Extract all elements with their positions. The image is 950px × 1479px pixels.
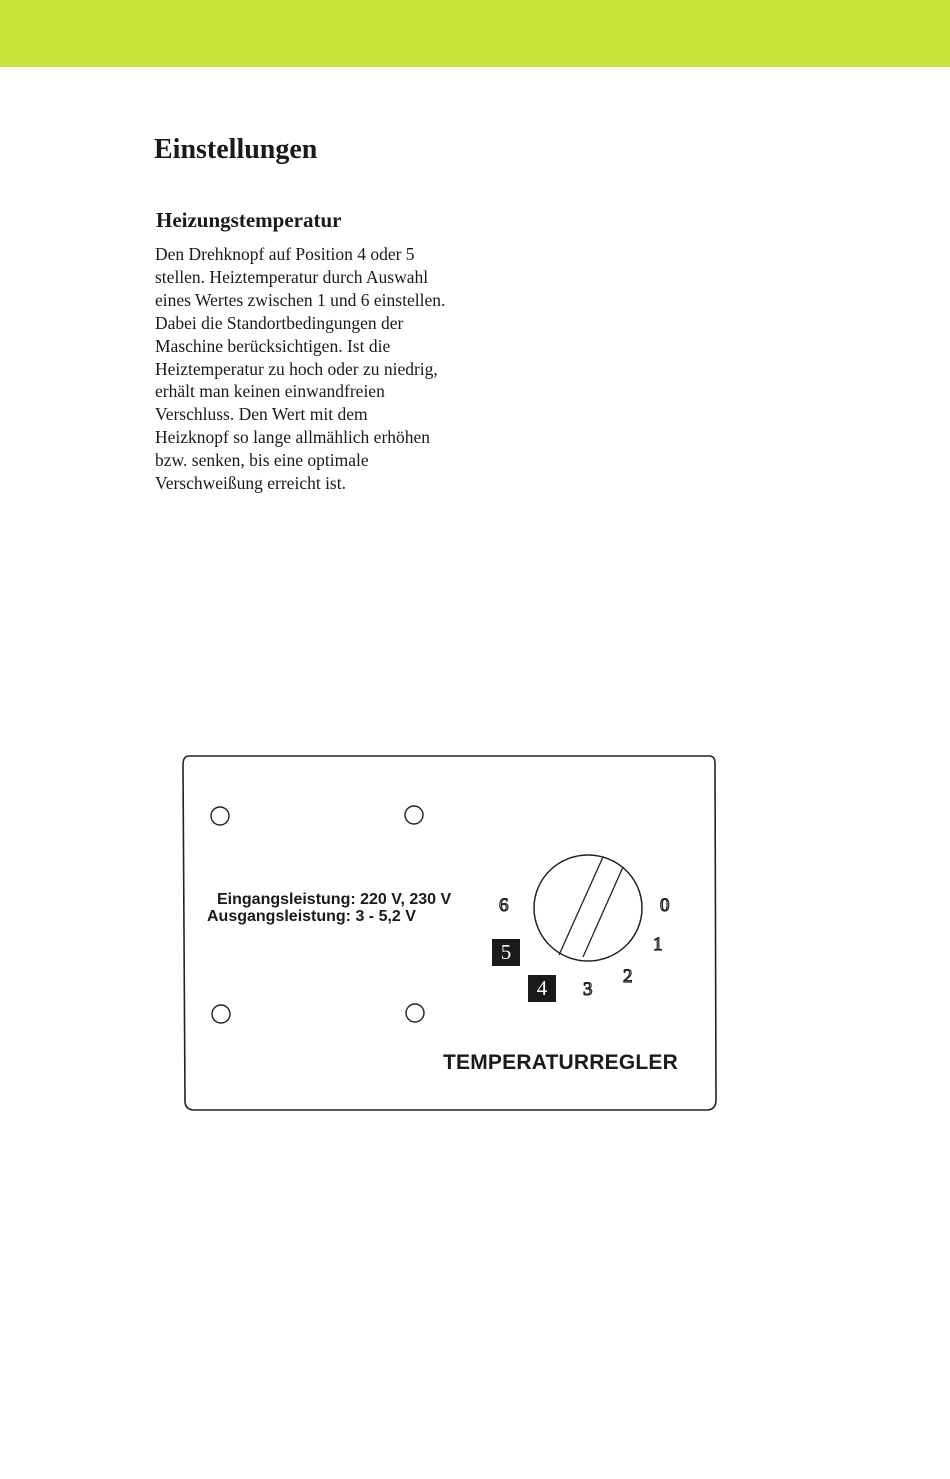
dial-position-6: 6 bbox=[499, 895, 509, 916]
dial-position-5-highlight: 5 bbox=[492, 939, 520, 966]
body-line: Verschweißung erreicht ist. bbox=[155, 473, 346, 494]
body-line: Heiztemperatur zu hoch oder zu niedrig, bbox=[155, 358, 438, 379]
body-line: stellen. Heiztemperatur durch Auswahl bbox=[155, 266, 429, 287]
body-line: Dabei die Standortbedingungen der bbox=[155, 312, 404, 333]
control-knob-icon bbox=[534, 855, 642, 961]
section-body bbox=[155, 243, 515, 495]
body-line: Maschine berücksichtigen. Ist die bbox=[155, 335, 391, 356]
body-line: erhält man keinen einwandfreien bbox=[155, 381, 385, 402]
page-title: Einstellungen bbox=[154, 134, 318, 165]
body-line: Den Drehknopf auf Position 4 oder 5 bbox=[155, 244, 415, 264]
mounting-hole-top-left bbox=[211, 807, 229, 825]
body-line: Verschluss. Den Wert mit dem bbox=[155, 404, 368, 425]
input-power-spec: Eingangsleistung: 220 V, 230 V bbox=[217, 891, 452, 908]
panel-label: TEMPERATURREGLER bbox=[443, 1051, 678, 1074]
dial-position-4-highlight: 4 bbox=[528, 975, 556, 1002]
mounting-hole-bottom-left bbox=[212, 1005, 230, 1023]
mounting-hole-top-right bbox=[405, 806, 423, 824]
temperature-controller-panel bbox=[181, 755, 717, 1111]
dial-position-2: 2 bbox=[623, 966, 633, 987]
body-line: eines Wertes zwischen 1 und 6 einstellen. bbox=[155, 289, 446, 310]
mounting-hole-bottom-right bbox=[406, 1004, 424, 1022]
dial-position-1: 1 bbox=[653, 934, 663, 955]
body-line: Heizknopf so lange allmählich erhöhen bbox=[155, 427, 431, 448]
dial-position-3: 3 bbox=[583, 979, 593, 1000]
output-power-spec: Ausgangsleistung: 3 - 5,2 V bbox=[207, 908, 416, 925]
body-line: bzw. senken, bis eine optimale bbox=[155, 450, 369, 471]
dial-position-0: 0 bbox=[660, 895, 670, 916]
header-band bbox=[0, 0, 950, 67]
section-title: Heizungstemperatur bbox=[156, 208, 342, 232]
